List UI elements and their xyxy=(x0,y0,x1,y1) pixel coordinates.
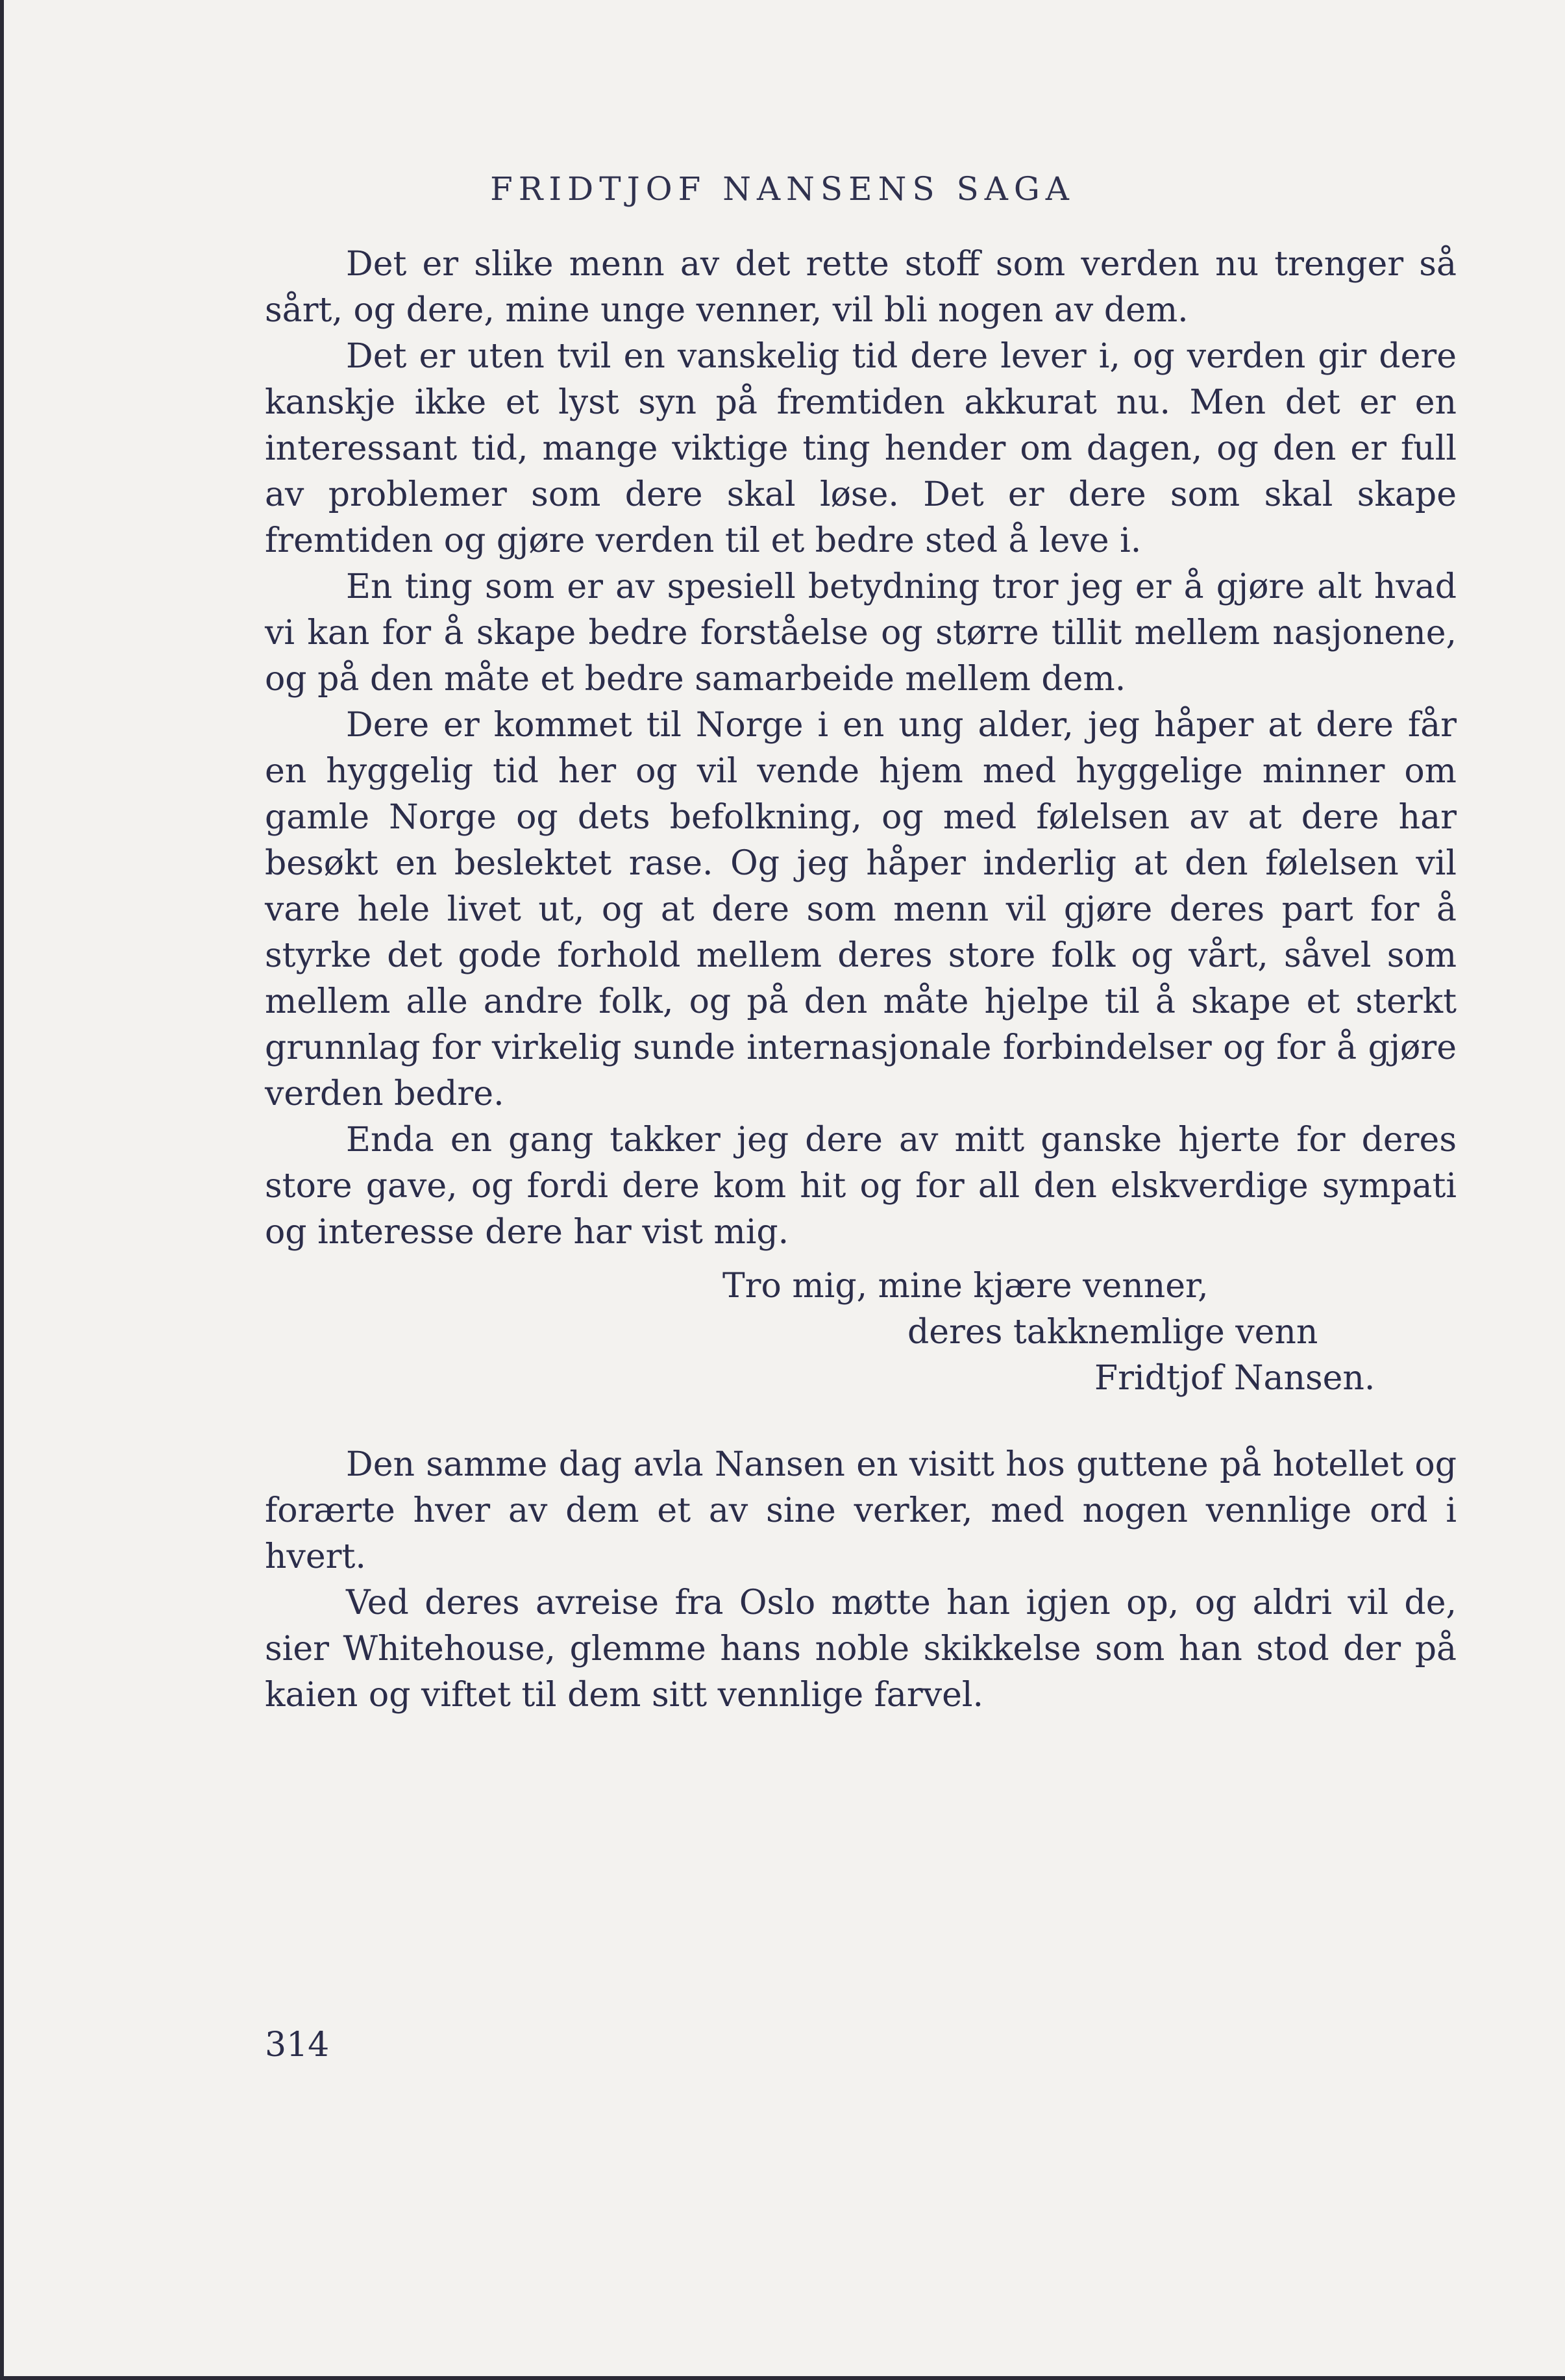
narrative-text xyxy=(265,1442,1457,1718)
paragraph: Det er slike menn av det rette stoff som verden nu trenger så sårt, og dere, mine unge venner, vil bli nogen av dem. xyxy=(265,245,1457,330)
running-head: FRIDTJOF NANSENS SAGA xyxy=(490,170,1075,208)
paragraph: Ved deres avreise fra Oslo møtte han igjen op, og aldri vil de, sier Whitehouse, glemme hans noble skikkelse som han stod der på kaien og viftet til dem sitt vennlige farvel. xyxy=(265,1583,1457,1715)
signature-name: Fridtjof Nansen. xyxy=(1094,1359,1375,1398)
letter-signature xyxy=(265,1263,1457,1402)
letter-body xyxy=(265,242,1457,1256)
paragraph: Den samme dag avla Nansen en visitt hos guttene på hotellet og forærte hver av dem et av sine verker, med nogen vennlige ord i hvert. xyxy=(265,1445,1457,1576)
page-number: 314 xyxy=(265,2026,330,2064)
paragraph: Det er uten tvil en vanskelig tid dere lever i, og verden gir dere kanskje ikke et lyst syn på fremtiden akkurat nu. Men det er en interessant tid, mange viktige ting hender om dagen, og den er full av problemer som dere skal løse. Det er dere som skal skape fremtiden og gjøre verden til et bedre sted å leve i. xyxy=(265,337,1457,560)
signature-closing: Tro mig, mine kjære venner, xyxy=(722,1267,1209,1306)
signature-line: deres takknemlige venn xyxy=(907,1313,1318,1352)
paragraph: Dere er kommet til Norge i en ung alder, jeg håper at dere får en hyggelig tid her og vil vende hjem med hyggelige minner om gamle Norge og dets befolkning, og med følelsen av at dere har besøkt en beslektet rase. Og jeg håper inderlig at den følelsen vil vare hele livet ut, og at dere som menn vil gjøre deres part for å styrke det gode forhold mellem deres store folk og vårt, såvel som mellem alle andre folk, og på den måte hjelpe til å skape et sterkt grunnlag for virkelig sunde internasjonale forbindelser og for å gjøre verden bedre. xyxy=(265,706,1457,1113)
paragraph: En ting som er av spesiell betydning tror jeg er å gjøre alt hvad vi kan for å skape bedre forståelse og større tillit mellem nasjonene, og på den måte et bedre samarbeide mellem dem. xyxy=(265,567,1457,699)
body-text xyxy=(265,242,1457,1718)
paragraph: Enda en gang takker jeg dere av mitt ganske hjerte for deres store gave, og fordi dere kom hit og for all den elskverdige sympati og interesse dere har vist mig. xyxy=(265,1121,1457,1252)
